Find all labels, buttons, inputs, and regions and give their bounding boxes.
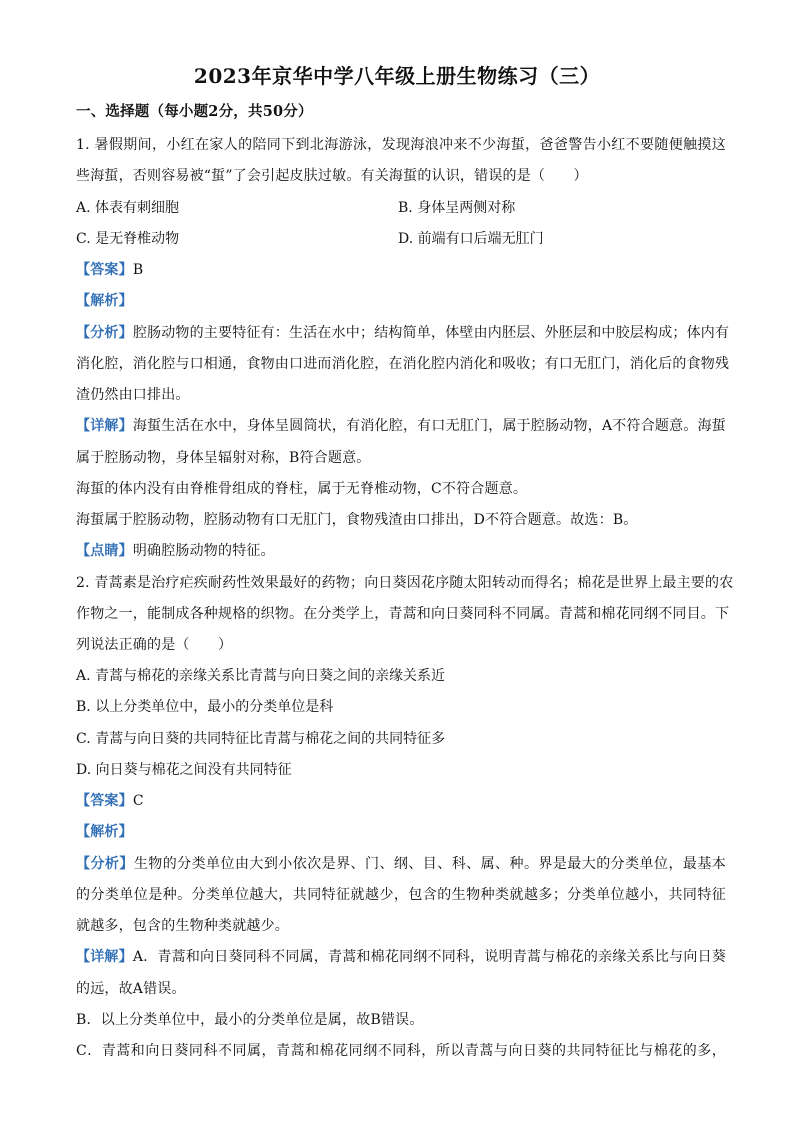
q1-fenxi-line-2: 消化腔，消化腔与口相通，食物由口进而消化腔，在消化腔内消化和吸收；有口无肛门，消化后的食物残	[76, 356, 730, 372]
fenxi-tag: 【分析】	[76, 856, 134, 872]
fenxi-text: 生物的分类单位由大到小依次是界、门、纲、目、科、属、种。界是最大的分类单位，最基本	[133, 856, 726, 872]
q2-answer	[76, 791, 726, 811]
q2-fenxi-line-1	[76, 854, 726, 874]
answer-value: B	[132, 262, 144, 278]
q2-xiangjie-line-2: 的远，故A错误。	[76, 981, 186, 997]
xiangjie-tag: 【详解】	[76, 418, 133, 434]
q1-xiangjie-line-1	[76, 416, 726, 436]
q1-xiangjie-line-4: 海蜇属于腔肠动物，腔肠动物有口无肛门，食物残渣由口排出，D不符合题意。故选：B。	[76, 512, 638, 528]
q1-stem-line-2: 些海蜇，否则容易被“蜇”了会引起皮肤过敏。有关海蜇的认识，错误的是（ ）	[76, 168, 588, 184]
answer-value: C	[132, 793, 144, 809]
q2-stem-line-1: 2. 青蒿素是治疗疟疾耐药性效果最好的药物；向日葵因花序随太阳转动而得名；棉花是世界上最主要的农	[76, 575, 734, 591]
q2-stem-line-2: 作物之一，能制成各种规格的织物。在分类学上，青蒿和向日葵同科不同属。青蒿和棉花同纲不同目。下	[76, 606, 730, 622]
q2-stem-line-3: 列说法正确的是（ ）	[76, 637, 233, 653]
q2-xiangjie-line-1	[76, 947, 726, 967]
q1-fenxi-line-3: 渣仍然由口排出。	[76, 387, 190, 403]
dianjing-text: 明确腔肠动物的特征。	[132, 543, 275, 559]
dianjing-tag: 【点睛】	[76, 543, 133, 559]
page-title: 2023年京华中学八年级上册生物练习（三）	[193, 64, 601, 88]
q2-option-d: D. 向日葵与棉花之间没有共同特征	[76, 762, 292, 778]
q2-xiangjie-line-3: B．以上分类单位中，最小的分类单位是属，故B错误。	[76, 1012, 424, 1028]
q1-analysis-heading	[76, 291, 726, 311]
analysis-tag: 【解析】	[76, 293, 133, 309]
q2-fenxi-line-2: 的分类单位是种。分类单位越大，共同特征就越少，包含的生物种类就越多；分类单位越小，共同特征	[76, 887, 726, 903]
q1-stem-line-1: 1. 暑假期间，小红在家人的陪同下到北海游泳，发现海浪冲来不少海蜇，爸爸警告小红不要随便触摸这	[76, 137, 726, 153]
xiangjie-tag: 【详解】	[76, 949, 133, 965]
xiangjie-text: A．青蒿和向日葵同科不同属，青蒿和棉花同纲不同科，说明青蒿与棉花的亲缘关系比与向日葵	[132, 949, 726, 965]
q1-option-d: D. 前端有口后端无肛门	[398, 231, 544, 247]
q1-option-c: C. 是无脊椎动物	[76, 231, 180, 247]
analysis-tag: 【解析】	[76, 824, 133, 840]
q1-xiangjie-line-2: 属于腔肠动物，身体呈辐射对称，B符合题意。	[76, 450, 371, 466]
section-heading: 一、选择题（每小题2分，共50分）	[76, 103, 313, 120]
answer-tag: 【答案】	[76, 793, 133, 809]
fenxi-tag: 【分析】	[76, 325, 133, 341]
q2-option-a: A. 青蒿与棉花的亲缘关系比青蒿与向日葵之间的亲缘关系近	[76, 668, 446, 684]
q2-fenxi-line-3: 就越多，包含的生物种类就越少。	[76, 918, 289, 934]
fenxi-text: 腔肠动物的主要特征有：生活在水中；结构简单，体壁由内胚层、外胚层和中胶层构成；体内有	[132, 325, 730, 341]
q2-option-b: B. 以上分类单位中，最小的分类单位是科	[76, 699, 334, 715]
q1-dianjing	[76, 541, 726, 561]
q2-xiangjie-line-4: C．青蒿和向日葵同科不同属，青蒿和棉花同纲不同科，所以青蒿与向日葵的共同特征比与棉花的多，	[76, 1043, 726, 1059]
q2-analysis-heading	[76, 822, 726, 842]
q1-xiangjie-line-3: 海蜇的体内没有由脊椎骨组成的脊柱，属于无脊椎动物，C不符合题意。	[76, 481, 528, 497]
xiangjie-text: 海蜇生活在水中，身体呈圆筒状，有消化腔，有口无肛门，属于腔肠动物，A不符合题意。海蜇	[132, 418, 726, 434]
q1-fenxi-line-1	[76, 323, 730, 343]
q2-option-c: C. 青蒿与向日葵的共同特征比青蒿与棉花之间的共同特征多	[76, 731, 446, 747]
q1-answer	[76, 260, 726, 280]
q1-option-a: A. 体表有刺细胞	[76, 200, 180, 216]
q1-option-b: B. 身体呈两侧对称	[398, 200, 516, 216]
answer-tag: 【答案】	[76, 262, 133, 278]
